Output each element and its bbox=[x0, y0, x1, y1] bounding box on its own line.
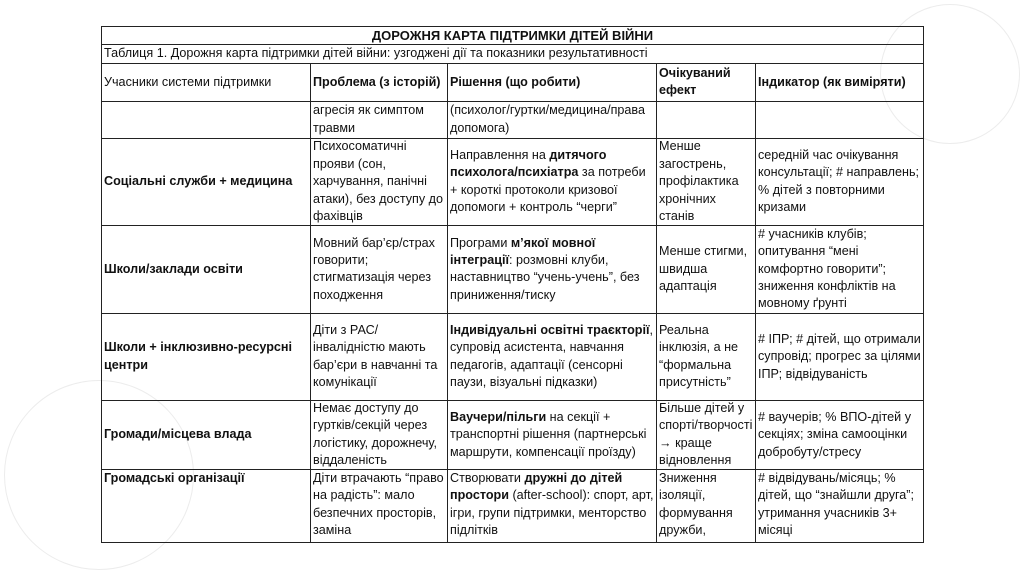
cell-text: Більше дітей у спорті/творчості → краще відновлення bbox=[659, 401, 753, 468]
table-header-row bbox=[102, 63, 924, 101]
cell-text: Діти втрачають “право на радість”: мало безпечних просторів, заміна bbox=[313, 470, 444, 538]
cell-text: Школи + інклюзивно-ресурсні центри bbox=[104, 340, 292, 372]
cell-text: м’якої мовної інтеграції bbox=[450, 235, 596, 267]
cell-text: Менше стигми, швидша адаптація bbox=[659, 244, 748, 294]
table-title-row bbox=[102, 27, 924, 45]
indicator-cell bbox=[756, 313, 924, 400]
cell-text: Менше загострень, профілактика хронічних станів bbox=[659, 139, 739, 223]
cell-text: Соціальні служби + медицина bbox=[104, 174, 293, 189]
table-row bbox=[102, 138, 924, 225]
solution-cell bbox=[448, 400, 657, 469]
participant-cell bbox=[102, 313, 311, 400]
effect-cell bbox=[657, 101, 756, 138]
cell-text: Ваучери/пільги bbox=[450, 409, 547, 424]
cell-text: середній час очікування консультації; # направлень; % дітей з повторними кризами bbox=[758, 148, 920, 215]
cell-text: Індикатор (як виміряти) bbox=[758, 74, 906, 89]
cell-text: Індивідуальні освітні траєкторії bbox=[450, 323, 650, 337]
solution-cell bbox=[448, 225, 657, 313]
indicator-cell bbox=[756, 469, 924, 542]
cell-text: (after-school): спорт, арт, ігри, групи підтримки, менторство підлітків bbox=[450, 488, 654, 538]
problem-cell bbox=[311, 313, 448, 400]
header-participant-cell bbox=[102, 63, 311, 101]
cell-text: на секції + транспортні рішення (партнерські маршрути, компенсації проїзду) bbox=[450, 409, 647, 459]
cell-text: Створювати bbox=[450, 470, 525, 485]
effect-cell bbox=[657, 225, 756, 313]
cell-text: Школи/заклади освіти bbox=[104, 261, 243, 276]
cell-text: , супровід асистента, навчання педагогів, адаптації (сенсорні паузи, візуальні підказки) bbox=[450, 323, 654, 390]
cell-text: Немає доступу до гуртків/секцій через логістику, дорожнечу, віддаленість bbox=[313, 401, 437, 468]
effect-cell bbox=[657, 138, 756, 225]
cell-text: Психосоматичні прояви (сон, харчування, панічні атаки), без доступу до фахівців bbox=[313, 139, 443, 223]
effect-cell bbox=[657, 400, 756, 469]
cell-text: : розмовні клуби, наставництво “учень-учень”, без приниження/тиску bbox=[450, 252, 640, 302]
indicator-cell bbox=[756, 101, 924, 138]
roadmap-table bbox=[101, 26, 924, 543]
header-indicator-cell bbox=[756, 63, 924, 101]
solution-cell bbox=[448, 313, 657, 400]
problem-cell bbox=[311, 400, 448, 469]
table-row bbox=[102, 101, 924, 138]
table-row bbox=[102, 469, 924, 542]
indicator-cell bbox=[756, 138, 924, 225]
cell-text: Мовний бар’єр/страх говорити; стигматизація через походження bbox=[313, 235, 435, 302]
table-row bbox=[102, 313, 924, 400]
cell-text: за потреби + короткі протоколи кризової допомоги + контроль “черги” bbox=[450, 165, 646, 215]
table-body bbox=[102, 63, 924, 542]
cell-text: Програми bbox=[450, 235, 511, 250]
cell-text: (психолог/гуртки/медицина/права допомога) bbox=[450, 103, 645, 135]
indicator-cell bbox=[756, 400, 924, 469]
cell-text: Зниження ізоляції, формування дружби, bbox=[659, 470, 733, 538]
header-solution-cell bbox=[448, 63, 657, 101]
cell-text: # ваучерів; % ВПО-дітей у секціях; зміна самооцінки добробуту/стресу bbox=[758, 409, 912, 459]
cell-text: агресія як симптом травми bbox=[313, 103, 424, 135]
cell-text: # ІПР; # дітей, що отримали супровід; прогрес за цілями ІПР; відвідуваність bbox=[758, 331, 921, 381]
cell-text: дитячого психолога/психіатра bbox=[450, 148, 607, 180]
cell-text: Направлення на bbox=[450, 148, 550, 162]
header-problem-cell bbox=[311, 63, 448, 101]
solution-cell bbox=[448, 138, 657, 225]
table-title: ДОРОЖНЯ КАРТА ПІДТРИМКИ ДІТЕЙ ВІЙНИ bbox=[102, 27, 924, 45]
cell-text: # учасників клубів; опитування “мені комфортно говорити”; зниження конфліктів на мовному ґрунті bbox=[758, 226, 896, 311]
participant-cell bbox=[102, 469, 311, 542]
problem-cell bbox=[311, 138, 448, 225]
indicator-cell bbox=[756, 225, 924, 313]
problem-cell bbox=[311, 101, 448, 138]
cell-text: Реальна інклюзія, а не “формальна присутність” bbox=[659, 323, 739, 390]
table-row bbox=[102, 225, 924, 313]
cell-text: дружні до дітей простори bbox=[450, 470, 623, 503]
table-row bbox=[102, 400, 924, 469]
participant-cell bbox=[102, 225, 311, 313]
table-caption: Таблиця 1. Дорожня карта підтримки дітей війни: узгоджені дії та показники результативності bbox=[102, 45, 924, 63]
cell-text: Громадські організації bbox=[104, 470, 245, 485]
cell-text: Проблема (з історій) bbox=[313, 74, 441, 89]
table-caption-row bbox=[102, 45, 924, 63]
cell-text: # відвідувань/місяць; % дітей, що “знайшли друга”; утримання учасників 3+ місяці bbox=[758, 470, 915, 538]
cell-text: Громади/місцева влада bbox=[104, 427, 252, 442]
participant-cell bbox=[102, 138, 311, 225]
cell-text: Очікуваний ефект bbox=[659, 65, 731, 98]
participant-cell bbox=[102, 400, 311, 469]
solution-cell bbox=[448, 469, 657, 542]
problem-cell bbox=[311, 469, 448, 542]
participant-cell bbox=[102, 101, 311, 138]
cell-text: Рішення (що робити) bbox=[450, 74, 581, 89]
problem-cell bbox=[311, 225, 448, 313]
effect-cell bbox=[657, 313, 756, 400]
effect-cell bbox=[657, 469, 756, 542]
cell-text: Діти з РАС/інвалідністю мають бар’єри в навчанні та комунікації bbox=[313, 323, 438, 390]
header-effect-cell bbox=[657, 63, 756, 101]
cell-text: Учасники системи підтримки bbox=[104, 74, 272, 89]
solution-cell bbox=[448, 101, 657, 138]
